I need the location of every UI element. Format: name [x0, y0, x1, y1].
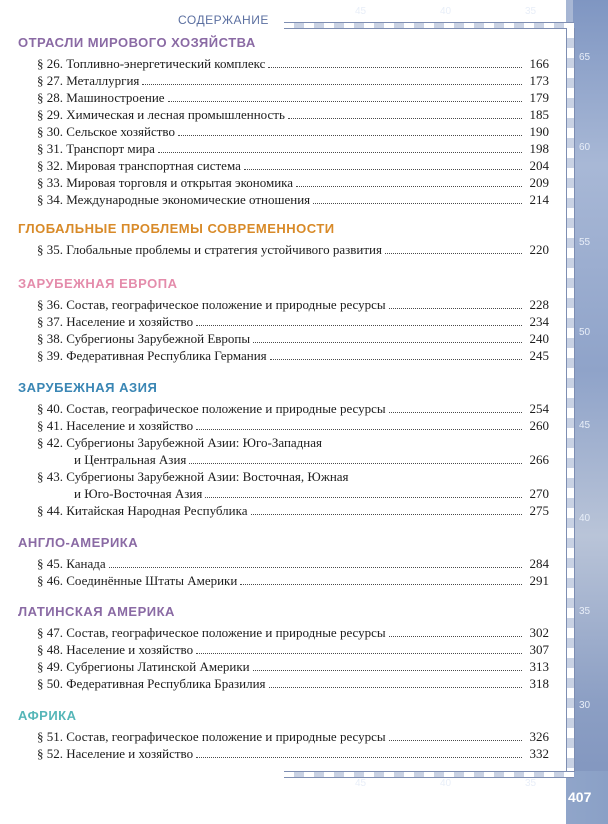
map-grid-label: 45 — [579, 420, 591, 431]
toc-entry-label: § 42. Субрегионы Зарубежной Азии: Юго-Западная — [37, 435, 322, 450]
toc-entry[interactable] — [37, 728, 549, 745]
map-grid-label: 60 — [579, 142, 591, 153]
toc-page-number: 220 — [529, 242, 549, 257]
toc-entry-label: § 52. Население и хозяйство — [37, 746, 194, 761]
map-grid-label: 40 — [440, 6, 452, 17]
map-grid-label: 45 — [355, 6, 367, 17]
toc-page-number: 302 — [529, 625, 549, 640]
dot-leader — [313, 203, 522, 204]
dot-leader — [296, 186, 522, 187]
dot-leader — [389, 308, 522, 309]
toc-entry-label: § 41. Население и хозяйство — [37, 418, 194, 433]
toc-entry-label: § 43. Субрегионы Зарубежной Азии: Восточная, Южная — [37, 469, 349, 484]
toc-entry[interactable] — [37, 241, 549, 258]
map-frame-bottom — [284, 771, 574, 778]
page-header: СОДЕРЖАНИЕ — [178, 13, 269, 27]
toc-page-number: 214 — [529, 192, 549, 207]
toc-entry[interactable] — [37, 624, 549, 641]
section-title: ЗАРУБЕЖНАЯ АЗИЯ — [18, 380, 158, 395]
dot-leader — [253, 670, 522, 671]
toc-entry[interactable] — [37, 296, 549, 313]
toc-entry[interactable] — [37, 400, 549, 417]
dot-leader — [189, 463, 522, 464]
toc-entry-label: § 30. Сельское хозяйство — [37, 124, 175, 139]
toc-entry[interactable] — [37, 675, 549, 692]
dot-leader — [196, 429, 522, 430]
toc-entry-label: § 46. Соединённые Штаты Америки — [37, 573, 238, 588]
dot-leader — [288, 118, 522, 119]
dot-leader — [389, 412, 522, 413]
toc-page-number: 245 — [529, 348, 549, 363]
map-grid-label: 40 — [440, 778, 452, 789]
toc-entry-label: § 26. Топливно-энергетический комплекс — [37, 56, 266, 71]
toc-entry-label: § 40. Состав, географическое положение и природные ресурсы — [37, 401, 386, 416]
toc-page-number: 291 — [529, 573, 549, 588]
toc-page-number: 166 — [529, 56, 549, 71]
toc-entry-label: § 39. Федеративная Республика Германия — [37, 348, 267, 363]
toc-entry-continuation: и Юго-Восточная Азия — [74, 486, 203, 501]
toc-entry[interactable] — [37, 347, 549, 364]
toc-entry[interactable] — [37, 55, 549, 72]
toc-entry-label: § 45. Канада — [37, 556, 106, 571]
toc-entry-label: § 32. Мировая транспортная система — [37, 158, 241, 173]
toc-page-number: 332 — [529, 746, 549, 761]
toc-entry[interactable] — [37, 106, 549, 123]
dot-leader — [253, 342, 522, 343]
toc-entry-label: § 35. Глобальные проблемы и стратегия устойчивого развития — [37, 242, 382, 257]
toc-page-number: 318 — [529, 676, 549, 691]
map-grid-label: 35 — [525, 6, 537, 17]
dot-leader — [178, 135, 522, 136]
dot-leader — [205, 497, 522, 498]
toc-entry-label: § 33. Мировая торговля и открытая экономика — [37, 175, 294, 190]
toc-entry[interactable] — [37, 641, 549, 658]
toc-entry[interactable] — [74, 485, 549, 502]
map-frame-right — [566, 28, 575, 772]
toc-entry-label: § 49. Субрегионы Латинской Америки — [37, 659, 250, 674]
toc-entry[interactable] — [37, 417, 549, 434]
dot-leader — [385, 253, 522, 254]
toc-page-number: 198 — [529, 141, 549, 156]
toc-entry-label: § 47. Состав, географическое положение и природные ресурсы — [37, 625, 386, 640]
toc-entry-label: § 48. Население и хозяйство — [37, 642, 194, 657]
toc-entry[interactable] — [37, 555, 549, 572]
toc-entry[interactable] — [37, 658, 549, 675]
toc-entry[interactable] — [37, 140, 549, 157]
map-frame-top — [284, 22, 574, 29]
toc-entry[interactable] — [37, 72, 549, 89]
dot-leader — [196, 757, 522, 758]
toc-entry[interactable] — [37, 157, 549, 174]
dot-leader — [389, 636, 522, 637]
toc-page-number: 204 — [529, 158, 549, 173]
map-grid-label: 30 — [579, 700, 591, 711]
dot-leader — [142, 84, 522, 85]
toc-page-number: 179 — [529, 90, 549, 105]
section-title: ГЛОБАЛЬНЫЕ ПРОБЛЕМЫ СОВРЕМЕННОСТИ — [18, 221, 335, 236]
toc-entry[interactable] — [37, 174, 549, 191]
toc-entry-label: § 50. Федеративная Республика Бразилия — [37, 676, 266, 691]
section-title: ЗАРУБЕЖНАЯ ЕВРОПА — [18, 276, 178, 291]
toc-page-number: 190 — [529, 124, 549, 139]
toc-entry[interactable] — [37, 313, 549, 330]
dot-leader — [109, 567, 522, 568]
section-title: АНГЛО-АМЕРИКА — [18, 535, 139, 550]
dot-leader — [251, 514, 522, 515]
toc-page-number: 173 — [529, 73, 549, 88]
section-title: ОТРАСЛИ МИРОВОГО ХОЗЯЙСТВА — [18, 35, 256, 50]
toc-page-number: 209 — [529, 175, 549, 190]
dot-leader — [240, 584, 522, 585]
toc-page-number: 270 — [529, 486, 549, 501]
toc-entry[interactable] — [37, 745, 549, 762]
section-title: АФРИКА — [18, 708, 77, 723]
toc-entry[interactable] — [37, 502, 549, 519]
toc-page-number: 326 — [529, 729, 549, 744]
toc-entry-label: § 44. Китайская Народная Республика — [37, 503, 248, 518]
toc-entry-label: § 29. Химическая и лесная промышленность — [37, 107, 285, 122]
map-grid-label: 35 — [525, 778, 537, 789]
toc-page-number: 307 — [529, 642, 549, 657]
toc-page-number: 185 — [529, 107, 549, 122]
toc-page-number: 260 — [529, 418, 549, 433]
dot-leader — [268, 67, 522, 68]
map-grid-label: 55 — [579, 237, 591, 248]
toc-entry[interactable] — [37, 89, 549, 106]
toc-page-number: 266 — [529, 452, 549, 467]
toc-entry-label: § 34. Международные экономические отношения — [37, 192, 311, 207]
toc-entry-label: § 51. Состав, географическое положение и природные ресурсы — [37, 729, 386, 744]
toc-entry-label: § 27. Металлургия — [37, 73, 140, 88]
toc-entry-label: § 37. Население и хозяйство — [37, 314, 194, 329]
toc-entry[interactable] — [37, 191, 549, 208]
toc-page-number: 313 — [529, 659, 549, 674]
toc-entry-label: § 28. Машиностроение — [37, 90, 165, 105]
dot-leader — [389, 740, 522, 741]
toc-page-number: 275 — [529, 503, 549, 518]
toc-page-number: 228 — [529, 297, 549, 312]
map-grid-label: 35 — [579, 606, 591, 617]
toc-page-number: 234 — [529, 314, 549, 329]
map-grid-label: 65 — [579, 52, 591, 63]
map-grid-label: 50 — [579, 327, 591, 338]
toc-entry[interactable] — [74, 451, 549, 468]
map-grid-label: 45 — [355, 778, 367, 789]
toc-entry-label: § 36. Состав, географическое положение и природные ресурсы — [37, 297, 386, 312]
toc-page-number: 254 — [529, 401, 549, 416]
toc-page-number: 284 — [529, 556, 549, 571]
toc-entry-label: § 31. Транспорт мира — [37, 141, 155, 156]
toc-page-number: 240 — [529, 331, 549, 346]
toc-entry[interactable] — [37, 123, 549, 140]
toc-entry-label: § 38. Субрегионы Зарубежной Европы — [37, 331, 251, 346]
dot-leader — [168, 101, 522, 102]
toc-entry-continuation: и Центральная Азия — [74, 452, 187, 467]
dot-leader — [196, 653, 522, 654]
toc-entry[interactable] — [37, 330, 549, 347]
map-grid-label: 40 — [579, 513, 591, 524]
dot-leader — [158, 152, 522, 153]
dot-leader — [196, 325, 522, 326]
dot-leader — [244, 169, 522, 170]
page-number: 407 — [568, 789, 592, 805]
dot-leader — [269, 687, 522, 688]
section-title: ЛАТИНСКАЯ АМЕРИКА — [18, 604, 175, 619]
dot-leader — [270, 359, 522, 360]
toc-entry[interactable] — [37, 572, 549, 589]
